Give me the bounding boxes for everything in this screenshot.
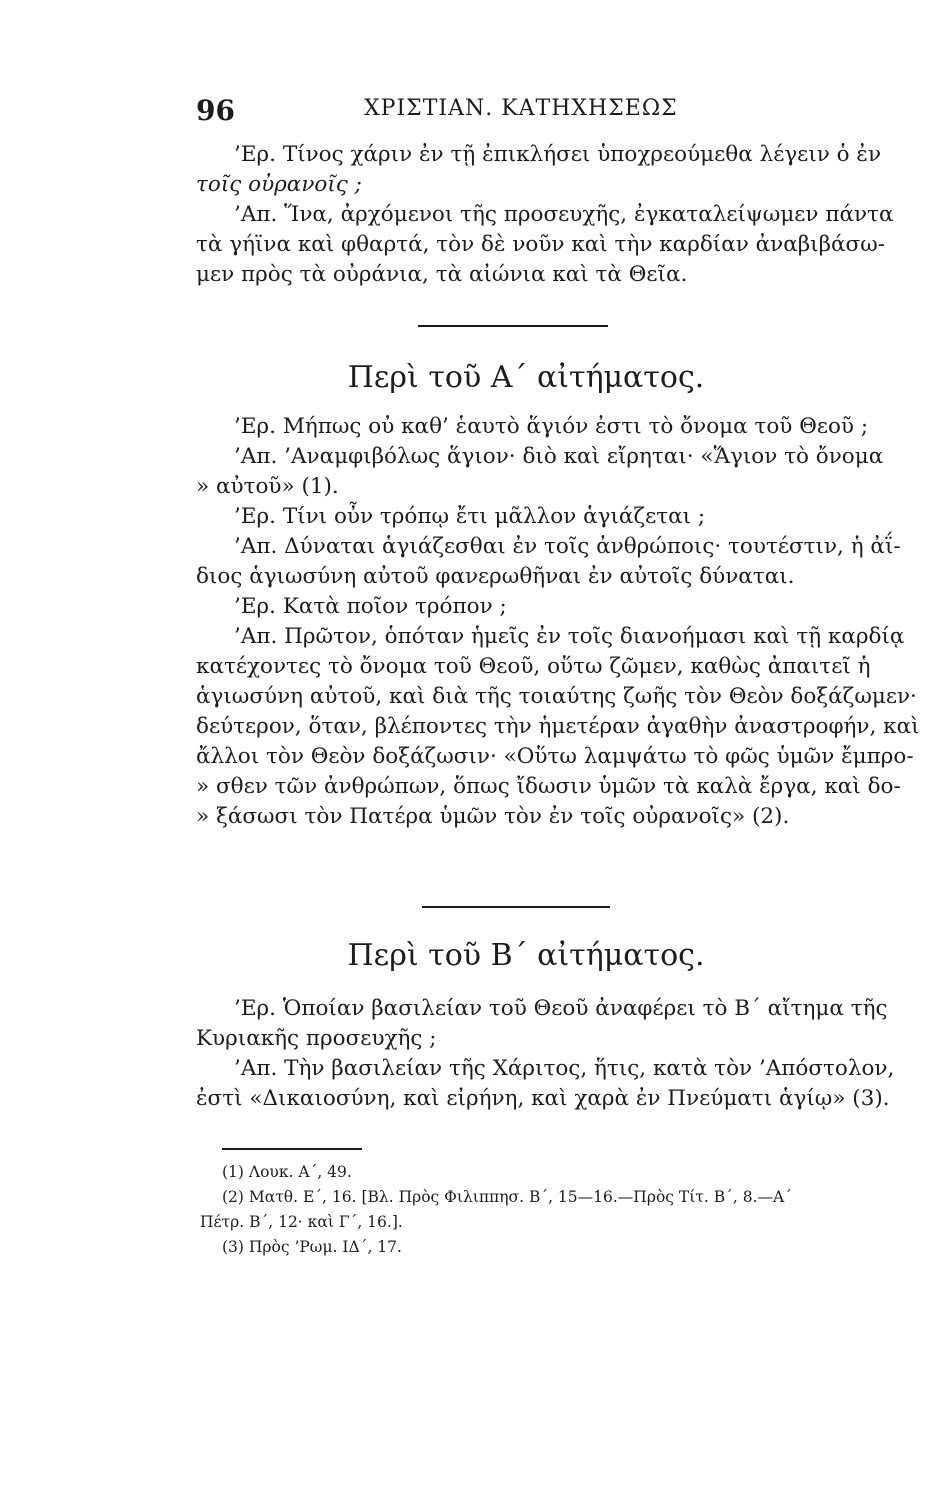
footnotes [200, 1160, 862, 1260]
section-heading-second-petition: Περὶ τοῦ Β΄ αἰτήματος. [347, 938, 705, 973]
text-line: » σθεν τῶν ἀνθρώπων, ὅπως ἴδωσιν ὑμῶν τὰ καλὰ ἔργα, καὶ δο- [196, 774, 901, 799]
text-line: ’Ερ. Τίνος χάριν ἐν τῇ ἐπικλήσει ὑποχρεούμεθα λέγειν ὁ ἐν [234, 142, 882, 167]
first-petition-block [196, 412, 920, 832]
text-line: δεύτερον, ὅταν, βλέποντες τὴν ἡμετέραν ἀγαθὴν ἀναστροφήν, καὶ [196, 714, 920, 739]
section-divider [418, 325, 608, 327]
text-line: τοῖς οὐρανοῖς ; [196, 172, 362, 197]
footnote: (2) Ματθ. Ε΄, 16. [Βλ. Πρὸς Φιλιππησ. Β΄, 15—16.—Πρὸς Τίτ. Β΄, 8.—Α΄ [222, 1188, 792, 1206]
text-line: Κυριακῆς προσευχῆς ; [196, 1026, 437, 1051]
text-line: τὰ γήϊνα καὶ φθαρτά, τὸν δὲ νοῦν καὶ τὴν καρδίαν ἀναβιβάσω- [196, 232, 886, 257]
page-header [196, 90, 856, 130]
text-line: » ξάσωσι τὸν Πατέρα ὑμῶν τὸν ἐν τοῖς οὐρανοῖς» (2). [196, 804, 790, 829]
text-line: ’Ερ. Τίνι οὖν τρόπῳ ἔτι μᾶλλον ἁγιάζεται ; [234, 504, 706, 529]
text-line: ’Απ. ’Αναμφιβόλως ἅγιον· διὸ καὶ εἴρηται· «Ἅγιον τὸ ὄνομα [234, 444, 884, 469]
footnote: (3) Πρὸς ’Ρωμ. ΙΔ΄, 17. [222, 1238, 402, 1256]
section-divider [422, 906, 610, 908]
intro-question-block [196, 140, 894, 290]
second-petition-block [196, 994, 895, 1114]
text-line: ’Απ. Τὴν βασιλείαν τῆς Χάριτος, ἥτις, κατὰ τὸν ’Απόστολον, [234, 1056, 895, 1081]
text-line: μεν πρὸς τὰ οὐράνια, τὰ αἰώνια καὶ τὰ Θεῖα. [196, 262, 688, 287]
footnote: (1) Λουκ. Α΄, 49. [222, 1163, 352, 1181]
page-number: 96 [196, 94, 235, 127]
text-line: διος ἁγιωσύνη αὐτοῦ φανερωθῆναι ἐν αὐτοῖς δύναται. [196, 564, 795, 589]
text-line: ’Απ. Δύναται ἁγιάζεσθαι ἐν τοῖς ἀνθρώποις· τουτέστιν, ἡ ἀΐ- [234, 534, 901, 559]
text-line: κατέχοντες τὸ ὄνομα τοῦ Θεοῦ, οὕτω ζῶμεν, καθὼς ἀπαιτεῖ ἡ [196, 654, 871, 679]
text-line: » αὐτοῦ» (1). [196, 474, 339, 499]
text-line: ἁγιωσύνη αὐτοῦ, καὶ διὰ τῆς τοιαύτης ζωῆς τὸν Θεὸν δοξάζωμεν· [196, 684, 917, 709]
section-heading-first-petition: Περὶ τοῦ Α΄ αἰτήματος. [347, 360, 705, 395]
footnote-divider [222, 1148, 362, 1150]
text-line: ’Ερ. Μήπως οὐ καθ’ ἑαυτὸ ἅγιόν ἐστι τὸ ὄνομα τοῦ Θεοῦ ; [234, 414, 869, 439]
text-line: ἄλλοι τὸν Θεὸν δοξάζωσιν· «Οὕτω λαμψάτω τὸ φῶς ὑμῶν ἔμπρο- [196, 744, 914, 769]
text-line: ’Απ. Ἵνα, ἀρχόμενοι τῆς προσευχῆς, ἐγκαταλείψωμεν πάντα [234, 202, 894, 227]
text-line: ’Ερ. Ὁποίαν βασιλείαν τοῦ Θεοῦ ἀναφέρει τὸ Β΄ αἴτημα τῆς [234, 996, 888, 1021]
text-line: ’Απ. Πρῶτον, ὁπόταν ἡμεῖς ἐν τοῖς διανοήμασι καὶ τῇ καρδίᾳ [234, 624, 905, 649]
running-title: ΧΡΙΣΤΙΑΝ. ΚΑΤΗΧΗΣΕΩΣ [364, 96, 678, 121]
text-line: ’Ερ. Κατὰ ποῖον τρόπον ; [234, 594, 507, 619]
footnote-continuation: Πέτρ. Β΄, 12· καὶ Γ΄, 16.]. [200, 1213, 403, 1231]
text-line: ἐστὶ «Δικαιοσύνη, καὶ εἰρήνη, καὶ χαρὰ ἐν Πνεύματι ἁγίῳ» (3). [196, 1086, 890, 1111]
